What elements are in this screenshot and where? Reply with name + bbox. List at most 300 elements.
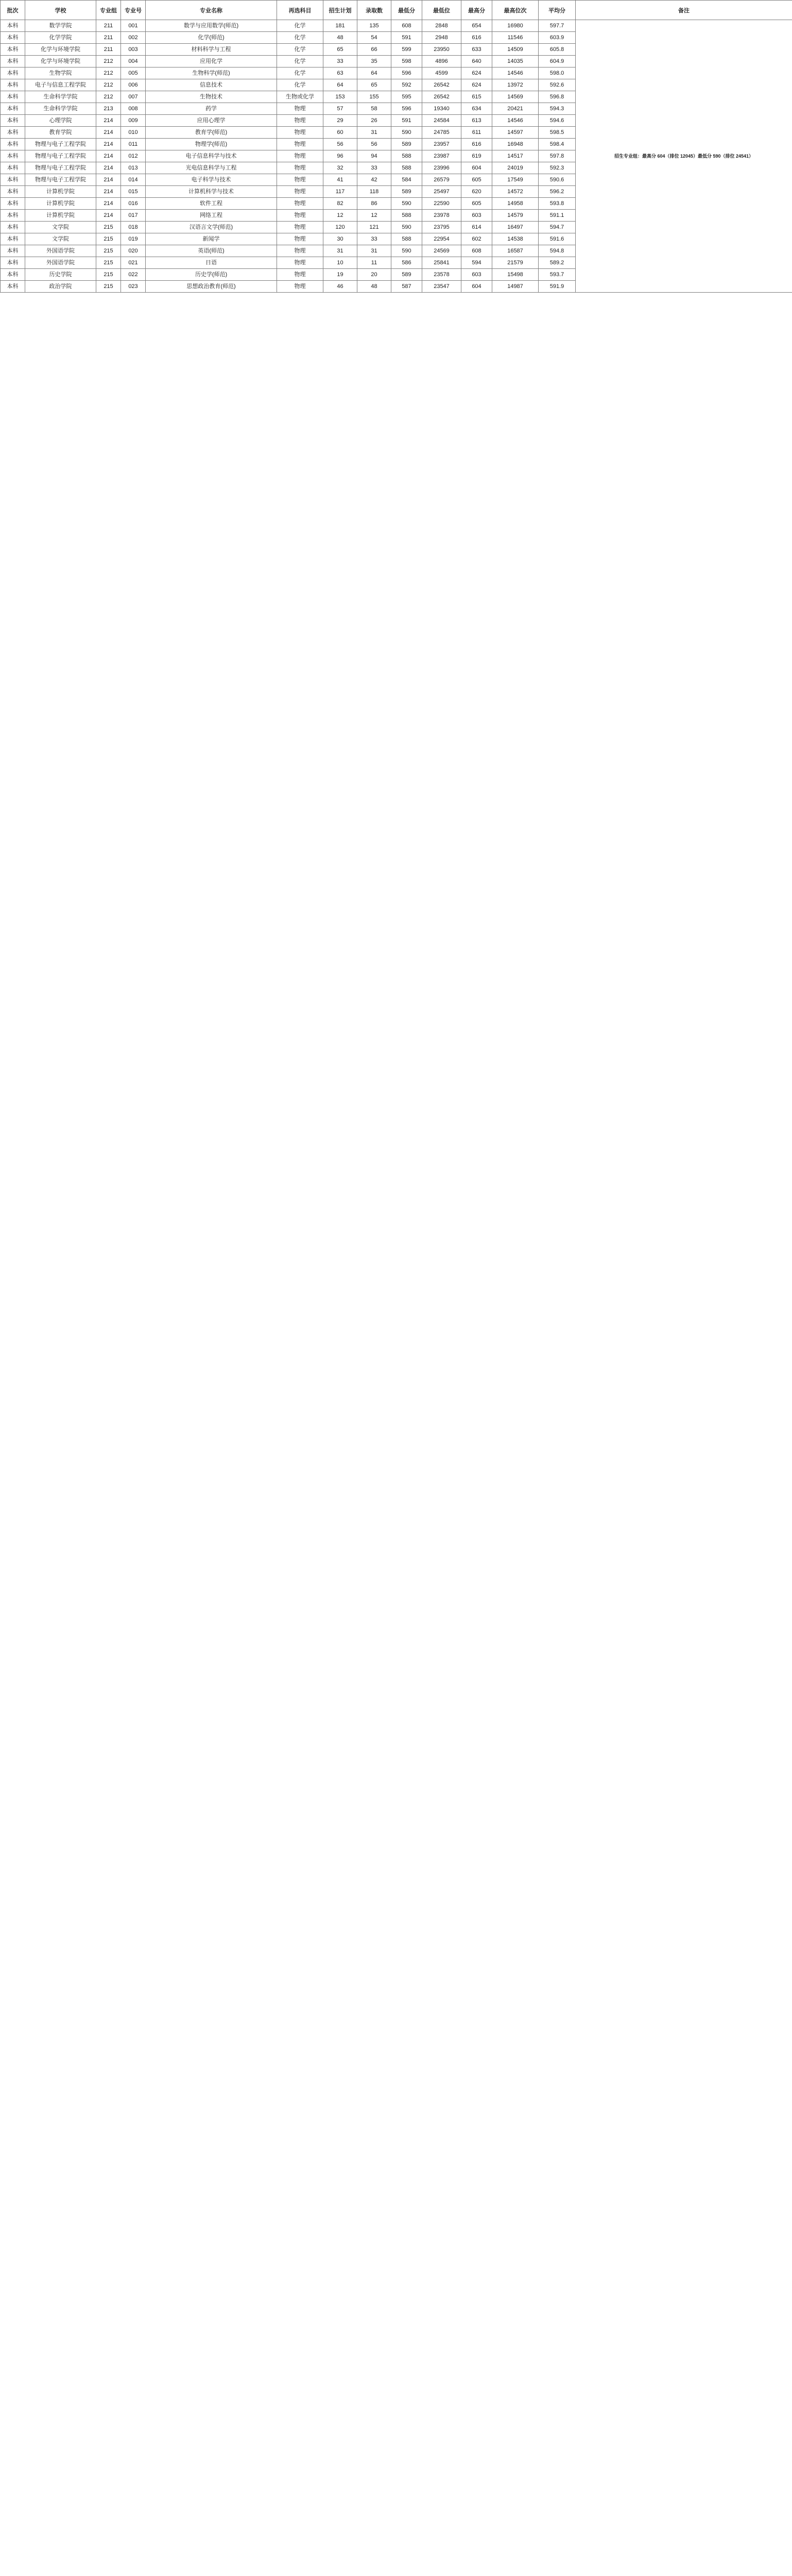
cell-major-code: 009: [121, 115, 146, 127]
cell-school: 文学院: [25, 222, 96, 233]
cell-group: 214: [96, 174, 121, 186]
cell-school: 外国语学院: [25, 257, 96, 269]
cell-major-code: 015: [121, 186, 146, 198]
cell-subject: 化学: [277, 79, 323, 91]
cell-admitted: 86: [357, 198, 391, 210]
cell-max-score: 603: [461, 210, 492, 222]
cell-min-score: 591: [391, 115, 422, 127]
cell-admitted: 56: [357, 139, 391, 150]
cell-school: 生物学院: [25, 67, 96, 79]
cell-school: 生命科学学院: [25, 91, 96, 103]
cell-max-score: 634: [461, 103, 492, 115]
cell-plan: 32: [323, 162, 357, 174]
col-header-max-score: 最高分: [461, 1, 492, 20]
cell-subject: 物理: [277, 186, 323, 198]
cell-max-rank: 14546: [492, 115, 539, 127]
cell-avg: 591.6: [539, 233, 576, 245]
cell-plan: 12: [323, 210, 357, 222]
cell-max-score: 613: [461, 115, 492, 127]
cell-avg: 598.4: [539, 139, 576, 150]
cell-major-code: 002: [121, 32, 146, 44]
cell-max-score: 620: [461, 186, 492, 198]
cell-min-score: 590: [391, 222, 422, 233]
cell-avg: 604.9: [539, 56, 576, 67]
cell-max-rank: 16948: [492, 139, 539, 150]
cell-school: 数学学院: [25, 20, 96, 32]
cell-avg: 596.8: [539, 91, 576, 103]
cell-min-score: 589: [391, 269, 422, 281]
cell-major-name: 光电信息科学与工程: [146, 162, 277, 174]
cell-subject: 物理: [277, 115, 323, 127]
cell-subject: 物理: [277, 281, 323, 293]
cell-max-score: 616: [461, 32, 492, 44]
cell-min-score: 590: [391, 198, 422, 210]
cell-major-name: 网络工程: [146, 210, 277, 222]
cell-min-score: 586: [391, 257, 422, 269]
cell-max-rank: 14569: [492, 91, 539, 103]
cell-batch: 本科: [1, 269, 25, 281]
cell-subject: 物理: [277, 127, 323, 139]
cell-max-rank: 21579: [492, 257, 539, 269]
cell-plan: 19: [323, 269, 357, 281]
col-header-subject: 再选科目: [277, 1, 323, 20]
cell-min-rank: 23957: [422, 139, 461, 150]
cell-admitted: 20: [357, 269, 391, 281]
cell-max-score: 640: [461, 56, 492, 67]
col-header-group: 专业组: [96, 1, 121, 20]
cell-max-score: 603: [461, 269, 492, 281]
cell-major-name: 数学与应用数学(师范): [146, 20, 277, 32]
cell-group: 215: [96, 269, 121, 281]
cell-school: 计算机学院: [25, 210, 96, 222]
cell-group: 214: [96, 139, 121, 150]
cell-avg: 591.9: [539, 281, 576, 293]
cell-max-rank: 20421: [492, 103, 539, 115]
cell-min-rank: 24785: [422, 127, 461, 139]
cell-min-score: 589: [391, 139, 422, 150]
cell-major-name: 物理学(师范): [146, 139, 277, 150]
cell-max-rank: 24019: [492, 162, 539, 174]
cell-admitted: 64: [357, 67, 391, 79]
cell-school: 计算机学院: [25, 198, 96, 210]
cell-min-score: 589: [391, 186, 422, 198]
cell-major-name: 信息技术: [146, 79, 277, 91]
cell-batch: 本科: [1, 210, 25, 222]
cell-major-code: 018: [121, 222, 146, 233]
cell-plan: 30: [323, 233, 357, 245]
cell-major-name: 英语(师范): [146, 245, 277, 257]
cell-school: 生命科学学院: [25, 103, 96, 115]
cell-admitted: 65: [357, 79, 391, 91]
col-header-plan: 招生计划: [323, 1, 357, 20]
cell-max-score: 624: [461, 79, 492, 91]
cell-subject: 物理: [277, 162, 323, 174]
cell-plan: 82: [323, 198, 357, 210]
cell-school: 物理与电子工程学院: [25, 150, 96, 162]
cell-max-score: 611: [461, 127, 492, 139]
cell-min-rank: 23996: [422, 162, 461, 174]
cell-batch: 本科: [1, 245, 25, 257]
cell-batch: 本科: [1, 257, 25, 269]
cell-min-rank: 26542: [422, 79, 461, 91]
cell-max-rank: 14597: [492, 127, 539, 139]
col-header-min-rank: 最低位: [422, 1, 461, 20]
cell-max-score: 605: [461, 198, 492, 210]
cell-min-score: 587: [391, 281, 422, 293]
cell-group: 211: [96, 32, 121, 44]
cell-avg: 596.2: [539, 186, 576, 198]
cell-admitted: 33: [357, 233, 391, 245]
col-header-min-score: 最低分: [391, 1, 422, 20]
cell-max-rank: 11546: [492, 32, 539, 44]
cell-min-score: 590: [391, 127, 422, 139]
cell-group: 212: [96, 67, 121, 79]
cell-plan: 117: [323, 186, 357, 198]
cell-admitted: 31: [357, 127, 391, 139]
cell-subject: 物理: [277, 198, 323, 210]
cell-min-rank: 25497: [422, 186, 461, 198]
cell-group: 215: [96, 233, 121, 245]
cell-min-score: 588: [391, 210, 422, 222]
cell-major-name: 汉语言文学(师范): [146, 222, 277, 233]
cell-subject: 物理: [277, 103, 323, 115]
cell-school: 化学学院: [25, 32, 96, 44]
cell-min-rank: 24569: [422, 245, 461, 257]
cell-max-rank: 15498: [492, 269, 539, 281]
cell-subject: 化学: [277, 56, 323, 67]
cell-major-name: 计算机科学与技术: [146, 186, 277, 198]
cell-subject: 物理: [277, 222, 323, 233]
cell-batch: 本科: [1, 115, 25, 127]
cell-school: 外国语学院: [25, 245, 96, 257]
cell-major-code: 022: [121, 269, 146, 281]
cell-plan: 64: [323, 79, 357, 91]
cell-max-score: 654: [461, 20, 492, 32]
cell-major-code: 007: [121, 91, 146, 103]
cell-group: 215: [96, 222, 121, 233]
cell-group: 215: [96, 257, 121, 269]
cell-major-name: 生物技术: [146, 91, 277, 103]
cell-max-rank: 17549: [492, 174, 539, 186]
cell-major-name: 日语: [146, 257, 277, 269]
cell-min-rank: 25841: [422, 257, 461, 269]
cell-group: 214: [96, 186, 121, 198]
cell-school: 教育学院: [25, 127, 96, 139]
cell-plan: 31: [323, 245, 357, 257]
cell-plan: 57: [323, 103, 357, 115]
cell-major-name: 软件工程: [146, 198, 277, 210]
cell-min-score: 599: [391, 44, 422, 56]
cell-plan: 41: [323, 174, 357, 186]
cell-avg: 589.2: [539, 257, 576, 269]
cell-plan: 33: [323, 56, 357, 67]
cell-batch: 本科: [1, 56, 25, 67]
cell-group: 214: [96, 210, 121, 222]
cell-min-rank: 24584: [422, 115, 461, 127]
cell-major-name: 化学(师范): [146, 32, 277, 44]
cell-school: 计算机学院: [25, 186, 96, 198]
cell-major-code: 021: [121, 257, 146, 269]
cell-max-score: 633: [461, 44, 492, 56]
cell-avg: 598.0: [539, 67, 576, 79]
cell-min-rank: 23978: [422, 210, 461, 222]
col-header-admitted: 录取数: [357, 1, 391, 20]
cell-min-rank: 23950: [422, 44, 461, 56]
cell-avg: 594.3: [539, 103, 576, 115]
cell-min-rank: 23987: [422, 150, 461, 162]
cell-group: 214: [96, 127, 121, 139]
cell-major-name: 生物科学(师范): [146, 67, 277, 79]
cell-admitted: 94: [357, 150, 391, 162]
cell-max-rank: 14517: [492, 150, 539, 162]
cell-school: 文学院: [25, 233, 96, 245]
remark-cell: 招生专业组：最高分 604（排位 12045）最低分 590（排位 24541）: [576, 20, 792, 293]
cell-max-rank: 14546: [492, 67, 539, 79]
cell-group: 214: [96, 198, 121, 210]
cell-min-score: 596: [391, 67, 422, 79]
cell-plan: 10: [323, 257, 357, 269]
cell-max-rank: 14035: [492, 56, 539, 67]
cell-admitted: 121: [357, 222, 391, 233]
cell-group: 212: [96, 79, 121, 91]
cell-batch: 本科: [1, 127, 25, 139]
cell-major-code: 005: [121, 67, 146, 79]
cell-max-score: 619: [461, 150, 492, 162]
cell-subject: 物理: [277, 233, 323, 245]
cell-major-code: 003: [121, 44, 146, 56]
cell-plan: 46: [323, 281, 357, 293]
cell-admitted: 48: [357, 281, 391, 293]
col-header-major-name: 专业名称: [146, 1, 277, 20]
admission-table: [0, 0, 792, 293]
cell-max-score: 615: [461, 91, 492, 103]
cell-max-rank: 14987: [492, 281, 539, 293]
cell-group: 215: [96, 245, 121, 257]
cell-max-score: 608: [461, 245, 492, 257]
cell-major-code: 013: [121, 162, 146, 174]
cell-school: 物理与电子工程学院: [25, 174, 96, 186]
cell-max-rank: 13972: [492, 79, 539, 91]
cell-major-code: 016: [121, 198, 146, 210]
cell-major-name: 电子信息科学与技术: [146, 150, 277, 162]
cell-plan: 120: [323, 222, 357, 233]
cell-group: 214: [96, 115, 121, 127]
cell-min-score: 590: [391, 245, 422, 257]
cell-major-code: 011: [121, 139, 146, 150]
cell-max-rank: 16497: [492, 222, 539, 233]
col-header-major-code: 专业号: [121, 1, 146, 20]
cell-major-name: 教育学(师范): [146, 127, 277, 139]
cell-major-name: 材料科学与工程: [146, 44, 277, 56]
cell-avg: 594.8: [539, 245, 576, 257]
cell-min-rank: 26579: [422, 174, 461, 186]
col-header-max-rank: 最高位次: [492, 1, 539, 20]
cell-min-rank: 2948: [422, 32, 461, 44]
cell-avg: 591.1: [539, 210, 576, 222]
cell-group: 213: [96, 103, 121, 115]
cell-max-score: 602: [461, 233, 492, 245]
cell-admitted: 66: [357, 44, 391, 56]
cell-batch: 本科: [1, 198, 25, 210]
cell-min-score: 596: [391, 103, 422, 115]
cell-plan: 48: [323, 32, 357, 44]
cell-min-score: 588: [391, 150, 422, 162]
cell-min-rank: 23578: [422, 269, 461, 281]
cell-subject: 物理: [277, 210, 323, 222]
cell-group: 211: [96, 20, 121, 32]
cell-subject: 物理: [277, 174, 323, 186]
cell-admitted: 11: [357, 257, 391, 269]
cell-admitted: 135: [357, 20, 391, 32]
cell-batch: 本科: [1, 103, 25, 115]
cell-major-name: 应用化学: [146, 56, 277, 67]
cell-min-rank: 26542: [422, 91, 461, 103]
cell-avg: 594.6: [539, 115, 576, 127]
cell-batch: 本科: [1, 79, 25, 91]
cell-avg: 592.6: [539, 79, 576, 91]
cell-major-code: 008: [121, 103, 146, 115]
cell-min-score: 584: [391, 174, 422, 186]
cell-plan: 56: [323, 139, 357, 150]
cell-plan: 96: [323, 150, 357, 162]
cell-admitted: 31: [357, 245, 391, 257]
cell-school: 化学与环境学院: [25, 56, 96, 67]
cell-max-score: 624: [461, 67, 492, 79]
cell-major-name: 历史学(师范): [146, 269, 277, 281]
cell-group: 212: [96, 56, 121, 67]
cell-batch: 本科: [1, 174, 25, 186]
cell-subject: 化学: [277, 20, 323, 32]
cell-major-code: 019: [121, 233, 146, 245]
cell-plan: 153: [323, 91, 357, 103]
cell-major-name: 应用心理学: [146, 115, 277, 127]
cell-school: 物理与电子工程学院: [25, 139, 96, 150]
cell-group: 214: [96, 150, 121, 162]
cell-school: 历史学院: [25, 269, 96, 281]
cell-max-score: 614: [461, 222, 492, 233]
cell-admitted: 54: [357, 32, 391, 44]
cell-min-rank: 23547: [422, 281, 461, 293]
cell-batch: 本科: [1, 20, 25, 32]
col-header-school: 学校: [25, 1, 96, 20]
table-body: [1, 20, 792, 293]
cell-max-rank: 16980: [492, 20, 539, 32]
cell-min-score: 595: [391, 91, 422, 103]
cell-group: 215: [96, 281, 121, 293]
cell-min-rank: 19340: [422, 103, 461, 115]
cell-subject: 物理: [277, 269, 323, 281]
cell-subject: 化学: [277, 32, 323, 44]
cell-min-score: 588: [391, 162, 422, 174]
cell-school: 物理与电子工程学院: [25, 162, 96, 174]
cell-avg: 597.8: [539, 150, 576, 162]
cell-min-score: 591: [391, 32, 422, 44]
cell-avg: 590.6: [539, 174, 576, 186]
cell-subject: 化学: [277, 44, 323, 56]
cell-min-rank: 23795: [422, 222, 461, 233]
cell-batch: 本科: [1, 233, 25, 245]
cell-max-rank: 14572: [492, 186, 539, 198]
cell-subject: 物理: [277, 257, 323, 269]
cell-min-score: 598: [391, 56, 422, 67]
cell-min-score: 608: [391, 20, 422, 32]
cell-avg: 605.8: [539, 44, 576, 56]
cell-max-rank: 14509: [492, 44, 539, 56]
cell-major-name: 药学: [146, 103, 277, 115]
cell-min-rank: 4599: [422, 67, 461, 79]
cell-subject: 物理: [277, 150, 323, 162]
cell-min-rank: 22954: [422, 233, 461, 245]
header-row: [1, 1, 792, 20]
cell-avg: 594.7: [539, 222, 576, 233]
cell-school: 心理学院: [25, 115, 96, 127]
cell-avg: 598.5: [539, 127, 576, 139]
cell-major-code: 020: [121, 245, 146, 257]
cell-admitted: 118: [357, 186, 391, 198]
cell-subject: 物理: [277, 245, 323, 257]
cell-batch: 本科: [1, 150, 25, 162]
cell-major-code: 010: [121, 127, 146, 139]
cell-batch: 本科: [1, 186, 25, 198]
cell-max-rank: 14538: [492, 233, 539, 245]
cell-admitted: 26: [357, 115, 391, 127]
cell-max-score: 594: [461, 257, 492, 269]
col-header-batch: 批次: [1, 1, 25, 20]
cell-max-score: 604: [461, 162, 492, 174]
cell-min-rank: 2848: [422, 20, 461, 32]
cell-batch: 本科: [1, 281, 25, 293]
cell-major-code: 012: [121, 150, 146, 162]
cell-major-code: 014: [121, 174, 146, 186]
table-row: [1, 20, 792, 32]
cell-plan: 60: [323, 127, 357, 139]
cell-avg: 592.3: [539, 162, 576, 174]
cell-admitted: 12: [357, 210, 391, 222]
cell-batch: 本科: [1, 32, 25, 44]
cell-min-rank: 22590: [422, 198, 461, 210]
cell-max-rank: 16587: [492, 245, 539, 257]
cell-min-score: 592: [391, 79, 422, 91]
cell-batch: 本科: [1, 162, 25, 174]
cell-group: 211: [96, 44, 121, 56]
cell-admitted: 42: [357, 174, 391, 186]
cell-batch: 本科: [1, 67, 25, 79]
cell-subject: 化学: [277, 67, 323, 79]
cell-max-score: 604: [461, 281, 492, 293]
cell-max-rank: 14958: [492, 198, 539, 210]
col-header-avg: 平均分: [539, 1, 576, 20]
cell-batch: 本科: [1, 139, 25, 150]
cell-avg: 603.9: [539, 32, 576, 44]
cell-admitted: 155: [357, 91, 391, 103]
cell-plan: 63: [323, 67, 357, 79]
cell-avg: 593.7: [539, 269, 576, 281]
cell-plan: 29: [323, 115, 357, 127]
cell-plan: 65: [323, 44, 357, 56]
cell-max-rank: 14579: [492, 210, 539, 222]
cell-major-code: 023: [121, 281, 146, 293]
cell-admitted: 35: [357, 56, 391, 67]
cell-batch: 本科: [1, 91, 25, 103]
cell-admitted: 58: [357, 103, 391, 115]
cell-avg: 593.8: [539, 198, 576, 210]
cell-major-name: 新闻学: [146, 233, 277, 245]
cell-major-code: 006: [121, 79, 146, 91]
cell-school: 政治学院: [25, 281, 96, 293]
cell-plan: 181: [323, 20, 357, 32]
cell-major-code: 017: [121, 210, 146, 222]
cell-school: 电子与信息工程学院: [25, 79, 96, 91]
